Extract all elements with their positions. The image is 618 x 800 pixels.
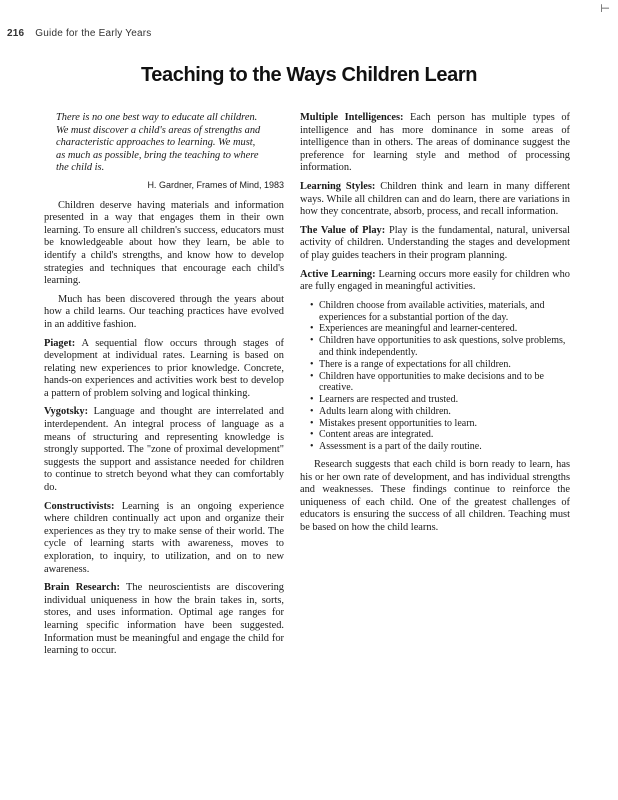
- theory-text: Children think and learn in many different ways. While all children can and do learn, there are variations in how they concentrate, absorb, process, and recall information.: [300, 180, 570, 218]
- epigraph-line: There is no one best way to educate all children.: [56, 112, 258, 123]
- list-item: • Children choose from available activities, materials, and experiences for a substantial portion of the day.: [310, 300, 570, 324]
- theory-text: Learning is an ongoing experience where children continually act upon and organize their experiences as they try to make sense of their world. The cycle of learning starts with awareness, moves to exploration, to inquiry, to utilization, and on to new awareness.: [44, 500, 284, 575]
- running-header: [7, 28, 151, 39]
- list-item: • Experiences are meaningful and learner-centered.: [310, 323, 570, 335]
- theory-term: Piaget:: [44, 337, 76, 349]
- theory-entry-brain-research: [44, 582, 284, 658]
- epigraph: [56, 112, 271, 175]
- theory-text: The neuroscientists are discovering individual uniqueness in how the brain takes in, sorts, stores, and uses information. Optimal age ranges for learning specific information have been suggested. Information must be meaningful and engage the child for learning to occur.: [44, 582, 284, 657]
- theory-entry-vygotsky: [44, 406, 284, 494]
- epigraph-attribution: H. Gardner, Frames of Mind, 1983: [147, 179, 284, 190]
- theory-entry-constructivists: [44, 501, 284, 577]
- epigraph-line: as much as possible, bring the teaching to where: [56, 149, 259, 161]
- theory-entry-learning-styles: [300, 181, 570, 219]
- crop-mark: ⊢: [600, 2, 610, 15]
- theory-text: Language and thought are interrelated and interdependent. An integral process of language as a means of structuring and representing knowledge is strongly supported. The "zone of proximal development" suggests the support and assistance needed for children to continue to stretch beyond what they can comfortably do.: [44, 406, 284, 494]
- epigraph-line: We must discover a child's areas of strengths and: [56, 124, 261, 136]
- list-item: • Mistakes present opportunities to learn.: [310, 418, 570, 430]
- theory-term: Constructivists:: [44, 500, 115, 512]
- list-item: • Content areas are integrated.: [310, 429, 570, 441]
- theory-term: Active Learning:: [300, 268, 376, 280]
- running-title: Guide for the Early Years: [35, 28, 152, 39]
- list-item: • Adults learn along with children.: [310, 406, 570, 418]
- list-item: • Assessment is a part of the daily routine.: [310, 441, 570, 453]
- theory-entry-multiple-intelligences: [300, 112, 570, 175]
- theory-term: Vygotsky:: [44, 406, 89, 418]
- list-item: • There is a range of expectations for all children.: [310, 359, 570, 371]
- page-title: Teaching to the Ways Children Learn: [140, 64, 478, 86]
- list-item: • Children have opportunities to ask questions, solve problems, and think independently.: [310, 335, 570, 359]
- right-column: [300, 112, 570, 541]
- list-item: • Children have opportunities to make decisions and to be creative.: [310, 371, 570, 395]
- theory-entry-active-learning: [300, 269, 570, 294]
- theory-text: Learning occurs more easily for children who are fully engaged in meaningful activities.: [300, 268, 570, 293]
- theory-text: Each person has multiple types of intelligence and has more dominance in some areas of intelligence than in others. The areas of dominance suggest the preference for learning style and method of processing information.: [300, 112, 570, 174]
- theory-term: Multiple Intelligences:: [300, 112, 404, 123]
- epigraph-line: characteristic approaches to learning. We must,: [56, 137, 256, 149]
- theory-term: Brain Research:: [44, 582, 120, 594]
- list-item: • Learners are respected and trusted.: [310, 394, 570, 406]
- body-paragraph: Much has been discovered through the years about how a child learns. Our teaching practices have evolved in an additive fashion.: [44, 293, 284, 330]
- theory-text: Play is the fundamental, natural, universal activity of children. Understanding the stages and development of play guides teachers in their program planning.: [300, 224, 570, 261]
- left-column: [44, 112, 284, 664]
- closing-paragraph: Research suggests that each child is born ready to learn, has his or her own rate of development, and has individual strengths and weaknesses. These findings continue to reinforce the uniqueness of each child. One of the greatest challenges of educators is ensuring the success of all children. Teaching must be based on how the child learns.: [300, 459, 570, 534]
- body-paragraph: Children deserve having materials and information presented in a way that engages them in their own learning. To ensure all children's success, educators must be knowledgeable about how they learn, be able to identify a child's strengths, and know how to develop strategies and techniques that encourage each child's learning.: [44, 199, 284, 287]
- page-number: 216: [7, 28, 25, 39]
- epigraph-line: the child is.: [56, 162, 105, 174]
- theory-entry-value-of-play: [300, 225, 570, 263]
- theory-text: A sequential flow occurs through stages of development at individual rates. Learning is based on relating new experiences to prior knowledge. Concrete, hands-on experiences and activities work best to develop a pattern of problem solving and logical thinking.: [44, 337, 284, 399]
- theory-term: The Value of Play:: [300, 224, 386, 236]
- active-learning-list: [310, 300, 570, 453]
- theory-term: Learning Styles:: [300, 180, 376, 192]
- theory-entry-piaget: [44, 338, 284, 401]
